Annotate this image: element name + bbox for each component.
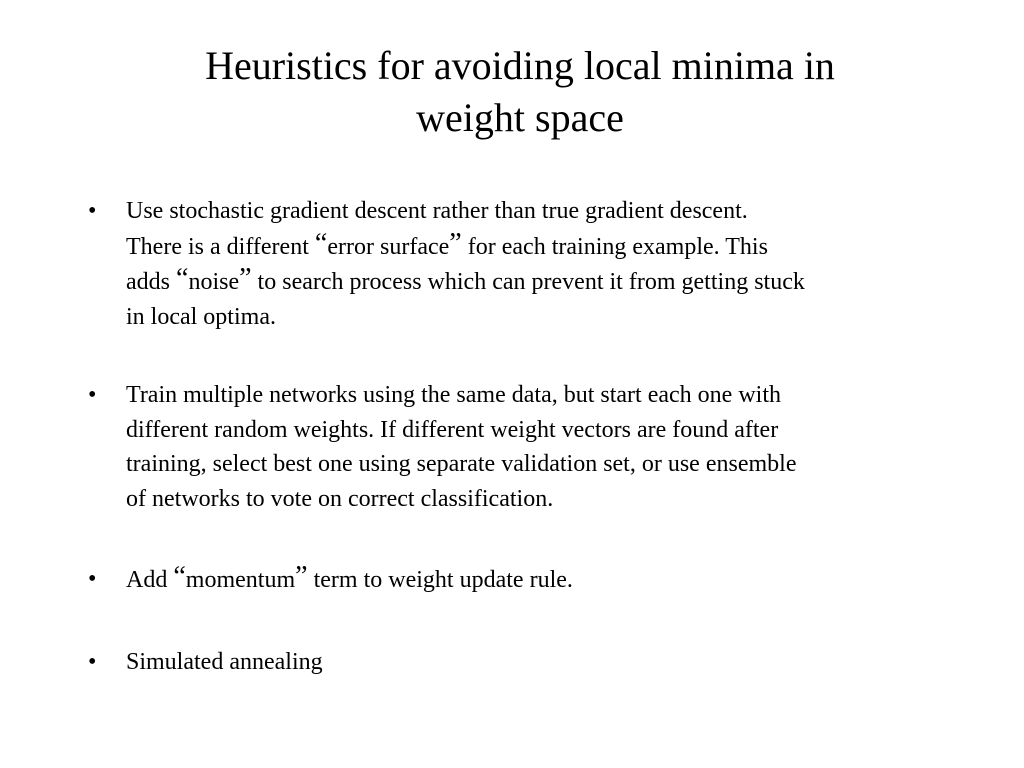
bullet-line: Simulated annealing — [126, 649, 323, 675]
bullet-line: There is a different “error surface” for each training example. This — [126, 227, 768, 260]
bullet-line: Add “momentum” term to weight update rule. — [126, 561, 573, 593]
bullet-line: of networks to vote on correct classification. — [126, 485, 554, 512]
quote-mark: “ — [173, 561, 186, 592]
bullet-line: Train multiple networks using the same data, but start each one with — [126, 382, 781, 408]
bullet-icon: • — [88, 382, 97, 408]
quote-mark: ” — [295, 561, 308, 592]
quote-mark: ” — [449, 227, 462, 259]
bullet-line: Use stochastic gradient descent rather than true gradient descent. — [126, 198, 748, 224]
quote-mark: “ — [314, 227, 328, 259]
quote-mark: ” — [239, 263, 252, 294]
quote-mark: “ — [176, 263, 189, 294]
slide-title — [100, 40, 940, 144]
bullet-icon: • — [88, 198, 97, 224]
slide-title-line: weight space — [416, 95, 624, 140]
bullet-line: in local optima. — [126, 303, 276, 330]
bullet-line: training, select best one using separate validation set, or use ensemble — [126, 451, 797, 477]
bullet-text — [126, 562, 946, 598]
bullet-line: adds “noise” to search process which can prevent it from getting stuck — [126, 263, 805, 295]
bullet-icon: • — [88, 566, 97, 592]
bullet-line: different random weights. If different weight vectors are found after — [126, 416, 779, 443]
slide-title-line: Heuristics for avoiding local minima in — [205, 43, 835, 88]
bullet-text — [126, 378, 946, 516]
bullet-text — [126, 645, 946, 680]
bullet-icon: • — [88, 649, 97, 675]
bullet-text — [126, 194, 946, 334]
